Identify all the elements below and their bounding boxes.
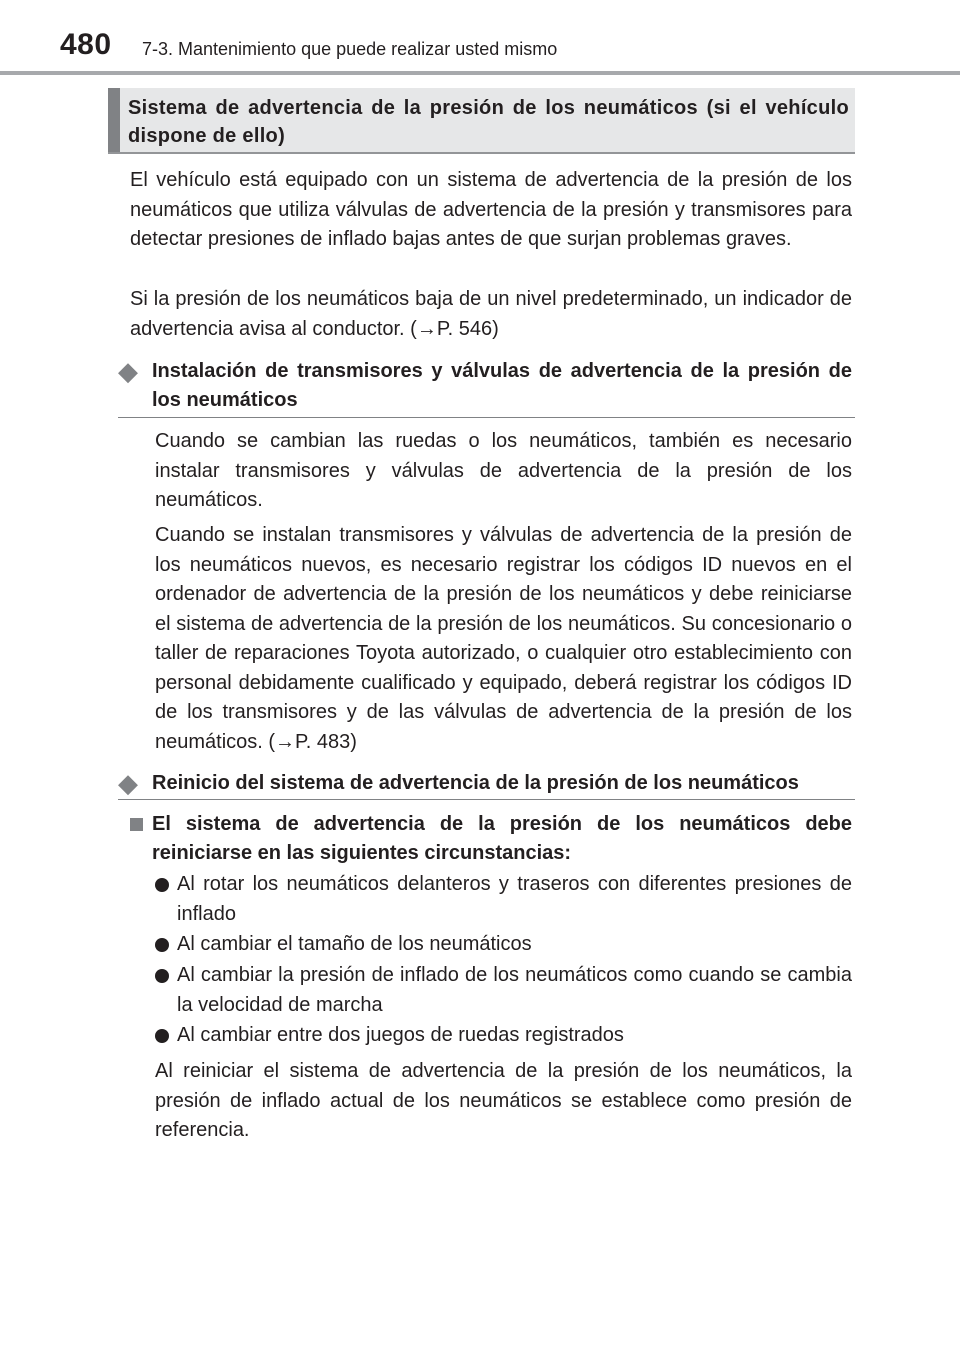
diamond-icon: ◆: [118, 768, 138, 798]
bullet-icon: [155, 878, 169, 892]
intro-paragraph-1: El vehículo está equipado con un sistema de advertencia de la presión de los neumáticos que utiliza válvulas de advertencia de la presión y transmisores para detectar presiones de inflado bajas antes de que surjan problemas graves.: [130, 169, 852, 250]
installation-paragraph-2: Cuando se instalan transmisores y válvulas de advertencia de la presión de los neumáticos nuevos, es necesario registrar los códigos ID nuevos en el ordenador de advertencia de la presión de los neumáticos y debe reiniciarse el sistema de advertencia de la presión de los neumáticos. Su concesionario o taller de reparaciones Toyota autorizado, o cualquier otro establecimiento con personal debidamente cualificado y equipado, deberá registrar los códigos ID de los transmisores y de las válvulas de advertencia de la presión de los neumáticos. (→P. 483): [155, 524, 852, 753]
bullet-item-3: Al cambiar la presión de inflado de los neumáticos como cuando se cambia la velocidad de marcha: [177, 964, 852, 1016]
reset-closing-paragraph: Al reiniciar el sistema de advertencia de la presión de los neumáticos, la presión de inflado actual de los neumáticos se establece como presión de referencia.: [155, 1060, 852, 1141]
installation-heading: Instalación de transmisores y válvulas de advertencia de la presión de los neumáticos: [152, 360, 852, 411]
chapter-title: 7-3. Mantenimiento que puede realizar usted mismo: [142, 39, 558, 59]
section-accent-bar: [108, 88, 120, 152]
bullet-item-4: Al cambiar entre dos juegos de ruedas registrados: [177, 1024, 624, 1046]
bullet-item-2: Al cambiar el tamaño de los neumáticos: [177, 933, 532, 955]
installation-paragraph-1: Cuando se cambian las ruedas o los neumáticos, también es necesario instalar transmisores y válvulas de advertencia de la presión de los neumáticos.: [155, 430, 852, 511]
page-header: [0, 0, 960, 80]
reset-heading: Reinicio del sistema de advertencia de la presión de los neumáticos: [152, 772, 799, 794]
bullet-icon: [155, 1029, 169, 1043]
intro-paragraph-2: Si la presión de los neumáticos baja de un nivel predeterminado, un indicador de advertencia avisa al conductor. (→P. 546): [130, 288, 852, 340]
bullet-icon: [155, 938, 169, 952]
header-divider: [0, 71, 960, 75]
square-icon: [130, 818, 143, 831]
reset-subheading: El sistema de advertencia de la presión de los neumáticos debe reiniciarse en las siguientes circunstancias:: [152, 813, 852, 864]
bullet-item-1: Al rotar los neumáticos delanteros y traseros con diferentes presiones de inflado: [177, 873, 852, 925]
installation-divider: [118, 417, 855, 418]
diamond-icon: ◆: [118, 356, 138, 386]
section-title: Sistema de advertencia de la presión de los neumáticos (si el vehículo dispone de ello): [128, 97, 849, 147]
bullet-icon: [155, 969, 169, 983]
page-number: 480: [60, 28, 112, 61]
reset-divider: [118, 799, 855, 800]
section-title-box: [108, 88, 855, 154]
